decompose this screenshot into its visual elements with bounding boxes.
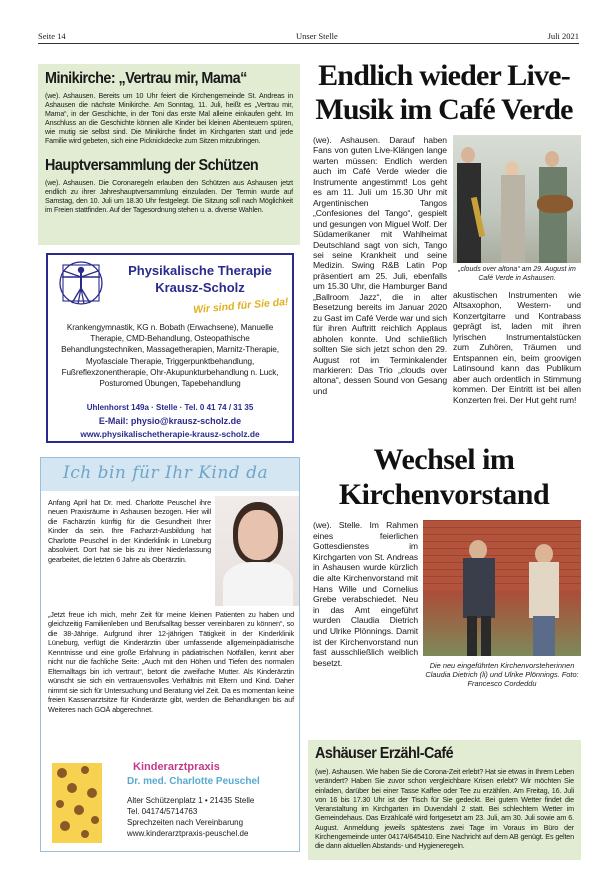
kirchenvorstand-title-1: Wechsel im bbox=[373, 443, 515, 476]
kirchenvorstand-text: (we). Stelle. Im Rahmen eines feierlichen Gottesdienstes im Kirchgarten von St. Andreas in Ashausen wurde kürzlich die alte Kirchenvorstand mit Hans Wille und Cornelius Grebe verabschiedet. Neu in das Amt eingeführt wurden Claudia Dietrich und Ulrike Plönnings. Damit ist der Kirchenvorstand nun fast ausschließlich weiblich besetzt. bbox=[313, 520, 418, 668]
physio-name-2: Krausz-Scholz bbox=[155, 280, 245, 295]
kinderarzt-praxis: Kinderarztpraxis bbox=[133, 761, 220, 773]
livemusik-col-1: (we). Ashausen. Darauf haben Fans von guten Live-Klängen lange warten müssen: Endlich werden auch im Café Verde wieder die Instrumente angestimmt! Los geht es am 11. Juli um 15.30 Uhr mit Argentinischen Tangos „Confesiones del Tango“, gespielt und gesungen von Miguel Wolf. Der Südamerikaner mit Wahlheimat Deutschland sagt von sich, Tango sei seine Krankheit und seine Medizin. Swing R&B Latin Pop präsentiert am 25. Juli, ebenfalls um 15.30 Uhr, die Hamburger Band „Ballroom Jazz“, die in alter Besetzung bereits im Januar 2020 zu Gast im Café Verde war und sich für ihren Auftritt reichlich Applaus abholen konnte. Und schließlich sollten Sie sich jetzt schon den 29. August rot im Terminkalender markieren: Das Trio „clouds over altona“, dessen Sound von Gesang und bbox=[313, 135, 447, 396]
band-photo bbox=[453, 135, 581, 263]
schuetzen-text: (we). Ashausen. Die Coronaregeln erlauben den Schützen aus Ashausen jetzt endlich zu ihrer Jahreshauptversammlung einzuladen. Der Termin wurde auf Samstag, den 10. Juli um 18.30 Uhr festgelegt. Die Sitzung soll nach Möglichkeit im Freien stattfinden. Auf der Tagesordnung stehen u. a. diverse Wahlen. bbox=[45, 178, 293, 214]
physio-slogan: Wir sind für Sie da! bbox=[192, 295, 289, 317]
erzaehlcafe-box bbox=[308, 740, 581, 860]
physio-services: Krankengymnastik, KG n. Bobath (Erwachsene), Manuelle Therapie, CMD-Behandlung, Osteopathische Behandlungstechniken, Massagetherapien, Marnitz-Therapie, Myofasciale Therapie, Triggerpunktbehandlung, Fußreflexzonentherapie, Ohr-Akupunkturbehandlung n. Luck, Posturomed Übungen, Tapebehandlung bbox=[61, 323, 279, 389]
kinderarzt-website[interactable]: www.kinderarztpraxis-peuschel.de bbox=[127, 829, 249, 838]
kinderarzt-address: Alter Schützenplatz 1 • 21435 Stelle bbox=[127, 796, 255, 805]
livemusik-col-2: akustischen Instrumenten wie Altsaxophon, Western- und Konzertgitarre und Kontrabass geprägt ist, laden mit ihren lyrischen Instrumentalstücken zum Zuhören, Träumen und Entspannen ein, beim groovigen Latinsound kann das Publikum aber auch ordentlich in Stimmung kommen. Der Eintritt ist bei allen Konzerten frei. Der Hut geht rum! bbox=[453, 290, 581, 405]
physio-email[interactable]: E-Mail: physio@krausz-scholz.de bbox=[98, 416, 242, 426]
physio-address: Uhlenhorst 149a · Stelle · Tel. 0 41 74 / 31 35 bbox=[86, 403, 254, 412]
kinderarzt-banner-text: Ich bin für Ihr Kind da bbox=[63, 463, 269, 483]
kinderarzt-text-2: „Jetzt freue ich mich, mehr Zeit für meine kleinen Patienten zu haben und gleichzeitig Familienleben und Berufsalltag besser vereinbaren zu können“, so die 38-Jährige. Aufgrund ihrer 12-jährigen Tätigkeit in der Kinderklinik Lüneburg, verfügt die Kinderärztin über umfassende allgemeinpädiatrische Kenntnisse und eine große Erfahrung in pädiatrischen Notfällen, kennt aber nicht nur die fachliche Seite: „Auch mit den Höhen und Tiefen des normalen Elternalltags bin ich vertraut“, betont die zweifache Mutter. Als Kinderärztin wünscht sie sich ein vertrauensvolles Verhältnis mit Eltern und Kind. Daher nimmt sie sich für Untersuchung und Beratung viel Zeit. Da es momentan keine freien Kassenarztsitze für Kinderärzte gibt, werden die Behandlungen bis auf Weiteres nach GOÄ abgerechnet. bbox=[48, 610, 294, 714]
kirchenvorstand-title-2: Kirchenvorstand bbox=[338, 478, 550, 511]
vitruvian-man-logo bbox=[58, 259, 104, 307]
kirchenvorstand-caption: Die neu eingeführten Kirchenvorsteherinnen Claudia Dietrich (li) und Ulrike Plönnings. Foto: Francesco Cordeddu bbox=[425, 661, 579, 688]
minikirche-box bbox=[38, 64, 300, 245]
schuetzen-title: Hauptversammlung der Schützen bbox=[45, 156, 259, 174]
kinderarzt-phone: Tel. 04174/5714763 bbox=[127, 807, 198, 816]
band-photo-caption: „clouds over altona“ am 29. August im Café Verde in Ashausen. bbox=[458, 266, 576, 282]
minikirche-text: (we). Ashausen. Bereits um 10 Uhr feiert die Kirchengemeinde St. Andreas in Ashausen die nächste Minikirche. Am Sonntag, 11. Juli, heißt es „Vertrau mir, Mama“, in der Geschichte, in der Toni das erste Mal alleine einkaufen geht. Im Anschluss an die Geschichte können alle Kinder bei kleinen Abenteuern spüren, wie mutig sie selbst sind. Die Minikirche findet im Kirchgarten statt und jede Familie wird gebeten, sich eine Picknickdecke zum Sitzen mitzubringen. bbox=[45, 92, 293, 146]
physio-website[interactable]: www.physikalischetherapie-krausz-scholz.de bbox=[80, 429, 260, 439]
kinderarzt-ad bbox=[40, 457, 300, 852]
livemusik-title-1: Endlich wieder Live- bbox=[318, 59, 570, 92]
erzaehlcafe-text: (we). Ashausen. Wie haben Sie die Corona-Zeit erlebt? Hat sie etwas in Ihrem Leben verändert? Haben Sie zuvor schon vergleichbare Krisen erlebt? Wir möchten Sie einladen, darüber bei einer Tasse Kaffee oder Tee zu erzählen. Am Freitag, 16. Juli von 16 bis 17.30 Uhr ist der Tisch für Sie gedeckt. Bei gutem Wetter findet die Veranstaltung im Kirchgarten im Duvendahl 2 statt. Bei schlechtem Wetter im Gemeindehaus. Das Erzählcafé wird fortgesetzt am 23. Juli, am 30. Juli sowie am 6. August. Anmeldung jeweils spätestens zwei Tage im Voraus im Büro der Kirchengemeinde unter 04174/645410. Eine Nachricht auf dem AB genügt. Es gelten die dann aktuellen Abstands- und Hygieneregeln. bbox=[315, 767, 574, 851]
kirchenvorstand-photo bbox=[423, 520, 581, 656]
giraffe-logo bbox=[47, 758, 107, 848]
kinderarzt-doctor: Dr. med. Charlotte Peuschel bbox=[127, 776, 260, 787]
physio-ad bbox=[46, 253, 294, 443]
kinderarzt-text-1: Anfang April hat Dr. med. Charlotte Peuschel ihre neuen Praxisräume in Ashausen bezogen. Hier will die Fachärztin künftig für die Gesundheit Ihrer Kinder da sein. Ihre Facharzt-Ausbildung hat Charlotte Peuschel in der Kinderklinik in Lüneburg absolviert. Dort hat sie bis zu ihrer Niederlassung gearbeitet, die letzten 6 Jahre als Oberärztin. bbox=[48, 498, 211, 564]
physio-name-1: Physikalische Therapie bbox=[128, 263, 272, 278]
page-header bbox=[38, 30, 579, 44]
page-number: Seite 14 bbox=[38, 31, 66, 41]
livemusik-title-2: Musik im Café Verde bbox=[315, 93, 573, 126]
kinderarzt-hours: Sprechzeiten nach Vereinbarung bbox=[127, 818, 244, 827]
doctor-portrait bbox=[215, 496, 299, 606]
kinderarzt-banner bbox=[41, 458, 299, 491]
publication-name: Unser Stelle bbox=[296, 31, 338, 41]
minikirche-title: Minikirche: „Vertrau mir, Mama“ bbox=[45, 70, 247, 87]
erzaehlcafe-title: Ashäuser Erzähl-Café bbox=[315, 745, 454, 762]
issue-date: Juli 2021 bbox=[547, 31, 579, 41]
